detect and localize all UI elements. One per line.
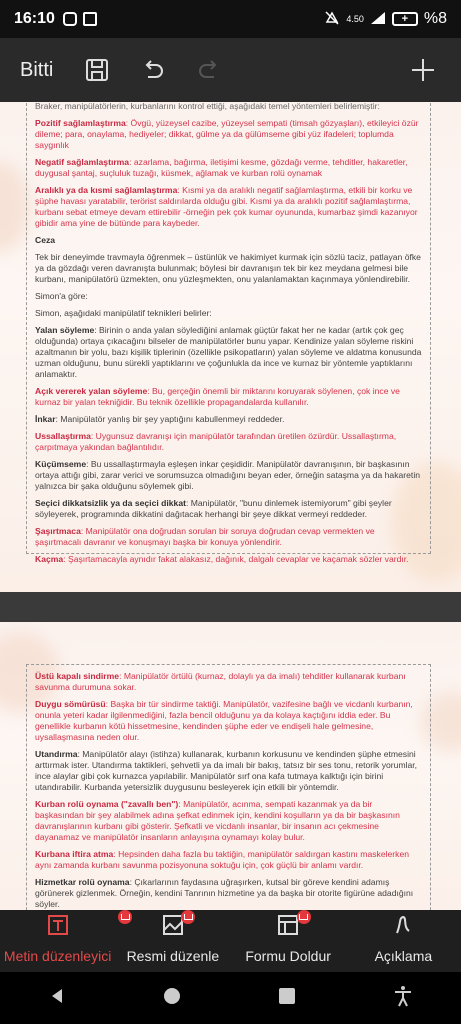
recents-icon[interactable] (277, 986, 297, 1011)
tab-image-editor[interactable] (115, 940, 230, 972)
premium-badge-icon (181, 910, 195, 924)
paragraph-body: : Uygunsuz davranışı için manipülatör tarafından üretilen özürdür. Ussallaştırma, çarpıtmaya yakından bağlantılıdır. (35, 431, 397, 452)
save-icon[interactable] (79, 52, 115, 88)
paragraph-body: Simon'a göre: (35, 291, 88, 301)
battery-percent: %8 (423, 10, 447, 27)
paragraph-body: : Çıkarlarının faydasına uğraşırken, kutsal bir göreve kendini adamış görünerek gizlenmek. Örneğin, kendini Tanrının hizmetine ya da başka bir otorite figürüne adadığını söyler. (35, 877, 414, 909)
annotate-pen-icon[interactable] (346, 910, 461, 940)
paragraph-body: : azarlama, bağırma, iletişimi kesme, gözdağı verme, tehditler, hakaretler, duygusal şantaj, suçluluk tuzağı, küsmek, ağlamak ve kurban rolü oynamak (35, 157, 408, 178)
text-paragraph (35, 414, 422, 425)
tool-tabs-icons (0, 910, 461, 940)
text-paragraph (35, 386, 422, 408)
text-paragraph (35, 498, 422, 520)
paragraph-term: Utandırma (35, 749, 78, 759)
paragraph-term: Ceza (35, 235, 56, 245)
paragraph-body: : Manipülatör, acınma, sempati kazanmak ya da bir başkasından bir şey alabilmek adına şefkat edinmek için, kendini koşulların ya da bir başkasının davranışlarının kurbanı gibi gösterir. Şefkatli ve vicdanlı insanlar, bir insanın acı çekmesine dayanamaz ve manipülatör insanların anlayışına oynamayı kolay bulur. (35, 799, 400, 842)
paragraph-body: : Bu, gerçeğin önemli bir miktarını koruyarak söylenen, çok ince ve kurnaz bir yalan tekniğidir. Bu teknik özellikle propagandalarda kullanılır. (35, 386, 400, 407)
image-edit-icon[interactable] (115, 910, 230, 940)
text-line-cut: Braker, manipülatörlerin, kurbanlarını kontrol ettiği, aşağıdaki temel yöntemleri belirlemiştir: (35, 102, 380, 111)
paragraph-term: Kurbana iftira atma (35, 849, 114, 859)
text-paragraph (35, 235, 422, 246)
text-paragraph (35, 118, 422, 151)
signal-icon (370, 11, 386, 28)
instagram-icon (63, 12, 77, 26)
text-paragraph (35, 849, 422, 871)
text-paragraph (35, 526, 422, 548)
text-paragraph (35, 157, 422, 179)
paragraph-body: : Birinin o anda yalan söylediğini anlamak güçtür fakat her ne kadar (artık çok geç olduğunda) ortaya çıkacağını bilseler de manipülatörler bunu yapar. Kendinize yalan söyleme riskini azaltmanın bir yolu, bazı kişilik tiplerinin (özellikle psikopatların) yalan söyleme ve aldatma konusunda uzman olduğunu, bunu sürekli yaptıklarını ve çoğunlukla da ince ve kurnaz bir yöntemle yaptıklarını anlamaktır. (35, 325, 422, 379)
text-paragraph (35, 554, 422, 565)
paragraph-body: : Manipülatör ona doğrudan sorulan bir soruya doğrudan cevap vermekten ve şaşırtmacalı davranır ve konuşmayı başka bir konuya yönlendirir. (35, 526, 375, 547)
paragraph-term: Ussallaştırma (35, 431, 91, 441)
editor-toolbar (0, 38, 461, 102)
text-paragraph (35, 877, 422, 910)
tab-label: Resmi düzenle (126, 948, 220, 964)
paragraph-term: Kurban rolü oynama ("zavallı ben") (35, 799, 179, 809)
text-paragraph (35, 799, 422, 843)
paragraph-term: Küçümseme (35, 459, 87, 469)
done-button[interactable]: Bitti (20, 58, 54, 81)
paragraph-term: Açık vererek yalan söyleme (35, 386, 148, 396)
document-viewer[interactable] (0, 102, 461, 940)
bottom-toolbar (0, 940, 461, 972)
tab-label: Açıklama (374, 948, 433, 964)
paragraph-term: Hizmetkar rolü oynama (35, 877, 130, 887)
paragraph-body: : Manipülatör yanlış bir şey yaptığını kabullenmeyi reddeder. (55, 414, 285, 424)
paragraph-term: Kaçma (35, 554, 64, 564)
text-paragraph (35, 308, 422, 319)
pdf-page (0, 622, 461, 940)
paragraph-body: : Şaşırtamacayla aynıdır fakat alakasız, dağınık, dalgalı cevaplar ve kaçamak sözler vardır. (63, 554, 409, 564)
paragraph-term: Seçici dikkatsizlik ya da seçici dikkat (35, 498, 186, 508)
paragraph-body: Simon, aşağıdaki manipülatif teknikleri belirler: (35, 308, 212, 318)
text-paragraph (35, 185, 422, 229)
text-paragraph (35, 325, 422, 380)
paragraph-term: Şaşırtmaca (35, 526, 81, 536)
mute-icon (324, 10, 340, 29)
paragraph-term: Negatif sağlamlaştırma (35, 157, 130, 167)
paragraph-body: : Kısmi ya da aralıklı negatif sağlamlaştırma, etkili bir korku ve şüphe havası yaratabilir, terörist saldırılarda olduğu gibi. Kısmi ya da aralıklı pozitif sağlamlaştırma, kurbanı sebat etmeye devam ettirebilir -örneğin pek çok kumar oyununda, kumarbaz şimdi kazanıyor gibidir ama yine de bütünde para kaybeder. (35, 185, 418, 228)
paragraph-body: : Başka bir tür sindirme taktiği. Manipülatör, vazifesine bağlı ve vicdanlı kurbanın, onunla yeteri kadar ilgilenmediğini, fazla bencil olduğunu ya da kolaya kaçtığını iddia eder. Bu genellikle kurbanın kötü hissetmesine, kendinden şüphe eder ve endişeli hale gelmesine, uysallaşmasına neden olur. (35, 699, 413, 742)
tab-annotate[interactable] (346, 940, 461, 972)
paragraph-body: : Övgü, yüzeysel cazibe, yüzeysel sempati (timsah gözyaşları), etkileyici özür dileme; para, onaylama, hediyeler; dikkat, gülme ya da gülümseme gibi yüz ifadeleri; toplumda saygınlık (35, 118, 419, 150)
text-paragraph (35, 291, 422, 302)
back-icon[interactable] (47, 986, 67, 1011)
paragraph-body: : Manipülatör, "bunu dinlemek istemiyorum" gibi şeyler söyleyerek, programında dikkatini dağıtacak herhangi bir şeye dikkat vermeyi reddeder. (35, 498, 392, 519)
paragraph-term: Aralıklı ya da kısmi sağlamlaştırma (35, 185, 178, 195)
paragraph-term: Üstü kapalı sindirme (35, 671, 120, 681)
text-paragraph (35, 699, 422, 743)
paragraph-body: : Manipülatör örtülü (kurnaz, dolaylı ya da imalı) tehditler kullanarak kurbanı savunma durumuna sokar. (35, 671, 406, 692)
paragraph-body: : Hepsinden daha fazla bu taktiğin, manipülatör saldırgan kastını maskelerken aynı zamanda kurbanı savunma pozisyonuna soktuğu için, çok güçlü bir anlamı vardır. (35, 849, 410, 870)
system-navigation-bar (0, 972, 461, 1024)
clock: 16:10 (14, 10, 55, 27)
paragraph-term: Yalan söyleme (35, 325, 95, 335)
undo-icon[interactable] (135, 52, 171, 88)
message-icon (83, 12, 97, 26)
tab-label: Formu Doldur (245, 948, 331, 964)
redo-icon[interactable] (191, 52, 227, 88)
text-paragraph (35, 431, 422, 453)
battery-icon: + (392, 12, 418, 26)
pdf-page (0, 102, 461, 592)
network-speed: 4.50 (346, 14, 364, 24)
text-paragraph (35, 749, 422, 793)
paragraph-term: Duygu sömürüsü (35, 699, 106, 709)
paragraph-body: Tek bir deneyimde travmayla öğrenmek – üstünlük ve hakimiyet kurmak için sözlü taciz, patlayan öfke ya da gözdağı veren davranışta bulunmak; böylesi bir davranışın tek bir kez meydana gelmesi bile kurbanı, manipülatörü üzmekten, onu yüzleşmekten, onu yalanlamaktan kaçınmaya yönlendirebilir. (35, 252, 421, 284)
text-paragraph (35, 459, 422, 492)
tab-text-editor[interactable] (0, 940, 115, 972)
home-icon[interactable] (162, 986, 182, 1011)
add-icon[interactable] (405, 52, 441, 88)
text-paragraph (35, 252, 422, 285)
paragraph-body: : Manipülatör alayı (istihza) kullanarak, kurbanın korkusunu ve kendinden şüphe etmesini arttırmak ister. Utandırma taktikleri, şehvetli ya da imalı bir bakış, tatsız bir ses tonu, retorik yorumlar, ince alaylar gibi çok kurnazca yapılabilir. Manipülatör sırf ona kafa tutmaya kalktığı için birini utandırabilir. Kurbanda yetersizlik duygusunu besleyerek için etkili bir yöntemdir. (35, 749, 418, 792)
paragraph-body: : Bu ussallaştırmayla eşleşen inkar çeşididir. Manipülatör davranışının, bir başkasının ortaya attığı gibi, zarar verici ve sorumsuzca olmadığını beyan eder, örneğin sataşma ya da hakaretin yalnızca bir şaka olduğunu söylemek gibi. (35, 459, 421, 491)
editable-text-box[interactable] (26, 102, 431, 564)
premium-badge-icon (297, 910, 311, 924)
status-bar (0, 0, 461, 38)
text-paragraph (35, 671, 422, 693)
paragraph-term: Pozitif sağlamlaştırma (35, 118, 126, 128)
paragraph-term: İnkar (35, 414, 56, 424)
editable-text-box[interactable] (26, 664, 431, 940)
text-edit-icon[interactable] (0, 910, 115, 940)
tab-label: Metin düzenleyici (3, 948, 112, 964)
tab-form-fill[interactable] (231, 940, 346, 972)
form-fill-icon[interactable] (231, 910, 346, 940)
accessibility-icon[interactable] (392, 985, 414, 1012)
